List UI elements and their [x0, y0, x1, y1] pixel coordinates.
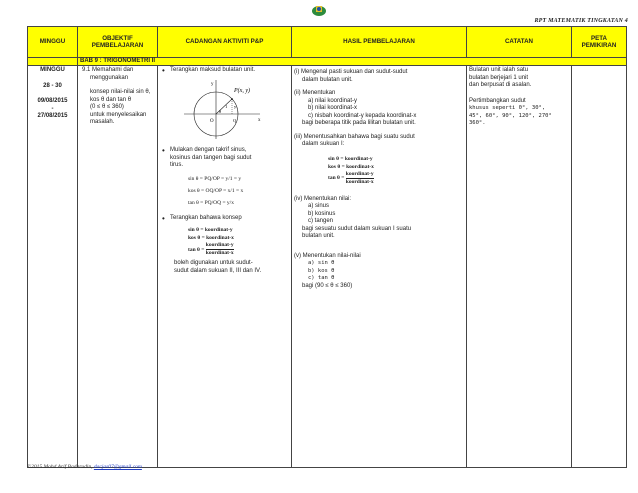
week-date-dash: - — [51, 105, 54, 112]
svg-text:y: y — [211, 81, 214, 87]
notes-line: bulatan berjejari 1 unit — [469, 74, 529, 81]
activity-item — [160, 147, 289, 170]
activity-line: sudut dalam sukuan II, III dan IV. — [174, 267, 262, 274]
outcome-line: (iv) Menentukan nilai: — [294, 195, 352, 202]
svg-text:y: y — [234, 103, 237, 109]
notes-line: Pertimbangkan sudut — [469, 97, 526, 104]
outcome-line: c) nisbah koordinat-y kepada koordinat-x — [308, 112, 417, 119]
outcome-line: a) nilai koordinat-y — [308, 97, 358, 104]
activity-line: boleh digunakan untuk sudut- — [174, 260, 253, 266]
kos-fraction: kos θ = OQ/OP = x/1 = x — [188, 187, 244, 194]
school-logo-icon — [311, 4, 327, 17]
rpt-table — [27, 26, 627, 468]
activity-item: • Terangkan bahawa konsep — [160, 215, 289, 223]
tan-formula: tan θ = koordinat-y koordinat-x — [188, 242, 234, 256]
objective-line: kos θ dan tan θ — [90, 96, 132, 103]
activity-line: • Mulakan dengan takrif sinus, — [170, 147, 247, 153]
kos-formula: kos θ = koordinat-x — [328, 163, 374, 170]
outcome-line: bagi beberapa titik pada lilitan bulatan unit. — [302, 120, 416, 126]
activity-line: tirus. — [170, 162, 184, 168]
notes-line: dan berpusat di asalan. — [469, 82, 532, 88]
outcome-line: b) nilai koordinat-x — [308, 105, 358, 111]
tan-denominator: koordinat-x — [205, 250, 234, 256]
outcome-line: a) sin θ — [308, 260, 335, 266]
week-range: 28 - 30 — [43, 82, 62, 89]
kos-formula: kos θ = koordinat-x — [188, 235, 234, 241]
svg-text:Q: Q — [233, 117, 237, 123]
tan-formula: tan θ = koordinat-y koordinat-x — [328, 170, 374, 185]
objective-line: masalah. — [90, 119, 115, 125]
column-header-hasil: HASIL PEMBELAJARAN — [292, 27, 467, 58]
tan-denominator: koordinat-x — [345, 178, 374, 185]
objective-cell — [78, 66, 158, 468]
column-header-minggu: MINGGU — [28, 27, 78, 58]
outcome-line: dalam bulatan unit. — [302, 76, 353, 83]
objective-line: (0 ≤ θ ≤ 360) — [90, 104, 124, 110]
outcome-line: (v) Menentukan nilai-nilai — [294, 252, 361, 259]
footer-author: ©2015 Mohd Arif Badarudin, — [27, 464, 93, 470]
table-header-row — [28, 27, 627, 58]
sin-fraction: sin θ = PQ/OP = y/1 = y — [188, 175, 242, 182]
week-end-date: 27/08/2015 — [37, 113, 68, 119]
tan-numerator: koordinat-y — [205, 242, 234, 248]
column-header-peta: PETA PEMIKIRAN — [572, 27, 627, 58]
notes-line: 360°. — [469, 120, 486, 126]
notes-cell — [467, 66, 572, 468]
activity-cell — [158, 66, 292, 468]
column-header-aktiviti: CADANGAN AKTIVITI P&P — [158, 27, 292, 58]
sin-formula: sin θ = koordinat-y — [328, 155, 373, 162]
outcome-line: c) tangen — [308, 218, 334, 224]
outcome-line: b) kosinus — [308, 210, 336, 217]
tan-numerator: koordinat-y — [345, 170, 374, 177]
week-label: MINGGU — [40, 67, 65, 73]
svg-text:θ: θ — [219, 108, 222, 114]
svg-text:O: O — [210, 118, 214, 124]
week-cell — [28, 66, 78, 468]
outcome-line: dalam sukuan I: — [302, 141, 345, 147]
notes-line: 45°, 60°, 90°, 120°, 270° — [469, 112, 552, 119]
chapter-title: BAB 9 : TRIGONOMETRI II — [78, 58, 627, 66]
objective-line: untuk menyelesaikan — [90, 111, 147, 118]
document-header-title: RPT MATEMATIK TINGKATAN 4 — [534, 18, 628, 24]
svg-text:1: 1 — [225, 103, 228, 109]
objective-line: konsep nilai-nilai sin θ, — [90, 89, 151, 95]
table-row — [28, 66, 627, 468]
footer-email-link[interactable]: dacjas07@gmail.com — [93, 464, 142, 470]
chapter-row — [28, 58, 627, 66]
objective-title: 9.1 Memahami dan — [82, 67, 134, 73]
outcome-line: c) tan θ — [308, 275, 335, 281]
svg-text:x: x — [258, 117, 261, 123]
footer — [27, 464, 142, 470]
outcome-line: bagi sesuatu sudut dalam sukuan I suatu — [302, 225, 412, 232]
tan-fraction: tan θ = PQ/OQ = y/x — [188, 199, 234, 206]
mind-map-cell — [572, 66, 627, 468]
week-start-date: 09/08/2015 — [37, 98, 68, 104]
column-header-objektif: OBJEKTIF PEMBELAJARAN — [78, 27, 158, 58]
outcome-line: (i) Mengenal pasti sukuan dan sudut-sudut — [294, 69, 408, 75]
notes-line: khusus seperti 0°, 30°, — [469, 105, 546, 111]
activity-line: kosinus dan tangen bagi sudut — [170, 154, 252, 161]
column-header-catatan: CATATAN — [467, 27, 572, 58]
sin-formula: sin θ = koordinat-y — [188, 227, 233, 233]
outcome-line: b) kos θ — [308, 267, 335, 274]
outcome-line: a) sinus — [308, 203, 330, 209]
outcome-line: bagi (90 ≤ θ ≤ 360) — [302, 282, 353, 289]
outcome-line: (iii) Menentusahkan bahawa bagi suatu sudut — [294, 133, 415, 140]
notes-line: Bulatan unit ialah satu — [469, 67, 529, 73]
outcome-line: bulatan unit. — [302, 233, 335, 239]
unit-circle-diagram — [182, 78, 262, 140]
objective-title-cont: menggunakan — [90, 74, 129, 81]
circle-point-label: P(x, y) — [234, 87, 250, 94]
activity-item: • Terangkan maksud bulatan unit. — [160, 67, 289, 75]
outcome-cell — [292, 66, 467, 468]
outcome-line: (ii) Menentukan — [294, 90, 336, 96]
